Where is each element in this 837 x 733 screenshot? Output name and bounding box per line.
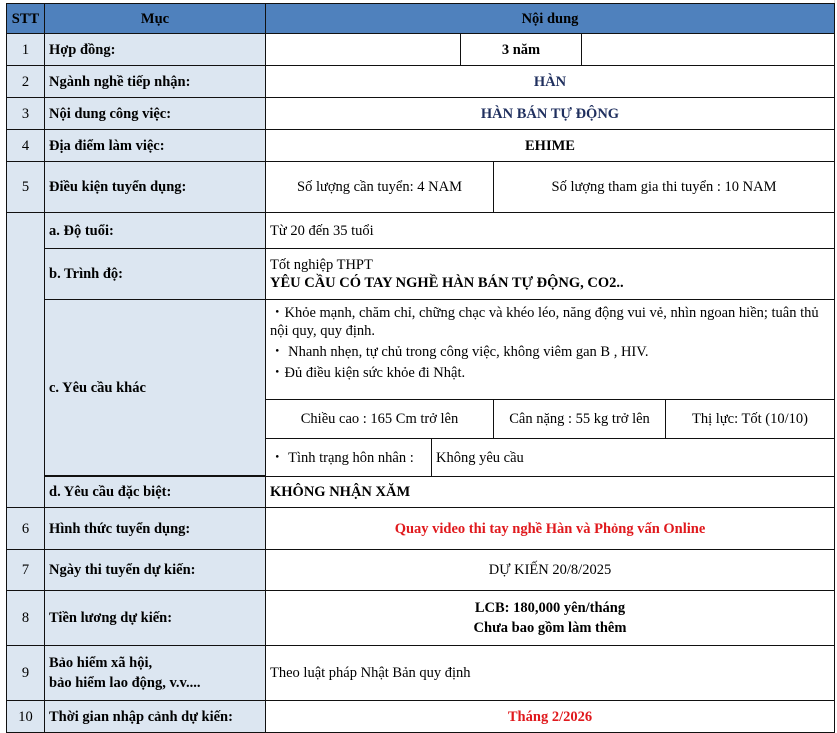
row-9-value: Theo luật pháp Nhật Bản quy định (265, 645, 835, 701)
age-label: a. Độ tuổi: (44, 212, 266, 249)
height-requirement: Chiều cao : 165 Cm trở lên (265, 399, 494, 439)
row-2-label: Ngành nghề tiếp nhận: (44, 65, 266, 98)
row-6-stt: 6 (6, 507, 45, 550)
row-1-value: 3 năm (460, 33, 582, 66)
row-9-label (44, 645, 266, 701)
row-1-value-cell-right (581, 33, 835, 66)
education-line-2: YÊU CẦU CÓ TAY NGHỀ HÀN BÁN TỰ ĐỘNG, CO2.. (270, 275, 624, 291)
row-2-value: HÀN (265, 65, 835, 98)
other-bullet-1: ・Khỏe mạnh, chăm chỉ, chững chạc và khéo léo, năng động vui vẻ, nhìn ngoan hiền; tuân thủ nội quy, quy định. (270, 305, 819, 339)
row-7-label: Ngày thi tuyển dự kiến: (44, 549, 266, 591)
other-bullet-2: ・ Nhanh nhẹn, tự chủ trong công việc, không viêm gan B , HIV. (270, 344, 649, 360)
age-value: Từ 20 đến 35 tuổi (265, 212, 835, 249)
row-4-stt: 4 (6, 129, 45, 162)
weight-requirement: Cân nặng : 55 kg trở lên (493, 399, 666, 439)
criteria-stt-block (6, 212, 45, 508)
row-1-label: Hợp đồng: (44, 33, 266, 66)
row-8-value (265, 590, 835, 646)
row-5-value-left: Số lượng cần tuyển: 4 NAM (265, 161, 494, 213)
row-10-stt: 10 (6, 700, 45, 733)
insurance-label-line-1: Bảo hiểm xã hội, (49, 655, 153, 671)
salary-line-1: LCB: 180,000 yên/tháng (474, 600, 626, 616)
marital-value: Không yêu cầu (431, 438, 835, 477)
education-line-1: Tốt nghiệp THPT (270, 257, 373, 273)
education-label: b. Trình độ: (44, 248, 266, 300)
other-label: c. Yêu cầu khác (44, 299, 266, 476)
row-5-value-right: Số lượng tham gia thi tuyển : 10 NAM (493, 161, 835, 213)
row-1-value-cell (265, 33, 461, 66)
other-bullets (265, 299, 835, 400)
row-3-value: HÀN BÁN TỰ ĐỘNG (265, 97, 835, 130)
row-5-label: Điều kiện tuyển dụng: (44, 161, 266, 213)
row-1-stt: 1 (6, 33, 45, 66)
education-value (265, 248, 835, 300)
row-7-stt: 7 (6, 549, 45, 591)
special-label: d. Yêu cầu đặc biệt: (44, 476, 266, 508)
row-8-label: Tiền lương dự kiến: (44, 590, 266, 646)
other-bullet-3: ・Đủ điều kiện sức khỏe đi Nhật. (270, 365, 466, 381)
row-10-label: Thời gian nhập cảnh dự kiến: (44, 700, 266, 733)
row-9-stt: 9 (6, 645, 45, 701)
salary-line-2: Chưa bao gồm làm thêm (473, 620, 627, 636)
row-3-label: Nội dung công việc: (44, 97, 266, 130)
insurance-label-line-2: bảo hiểm lao động, v.v.... (49, 675, 201, 691)
marital-label: ・ Tình trạng hôn nhân : (265, 438, 432, 477)
row-2-stt: 2 (6, 65, 45, 98)
row-6-value: Quay video thi tay nghề Hàn và Phỏng vấn Online (265, 507, 835, 550)
row-8-stt: 8 (6, 590, 45, 646)
header-stt: STT (6, 3, 45, 34)
row-5-stt: 5 (6, 161, 45, 213)
row-4-value: EHIME (265, 129, 835, 162)
header-noi-dung: Nội dung (265, 3, 835, 34)
row-10-value: Tháng 2/2026 (265, 700, 835, 733)
row-4-label: Địa điểm làm việc: (44, 129, 266, 162)
row-7-value: DỰ KIẾN 20/8/2025 (265, 549, 835, 591)
vision-requirement: Thị lực: Tốt (10/10) (665, 399, 835, 439)
special-value: KHÔNG NHẬN XĂM (265, 476, 835, 508)
row-3-stt: 3 (6, 97, 45, 130)
row-6-label: Hình thức tuyển dụng: (44, 507, 266, 550)
header-muc: Mục (44, 3, 266, 34)
